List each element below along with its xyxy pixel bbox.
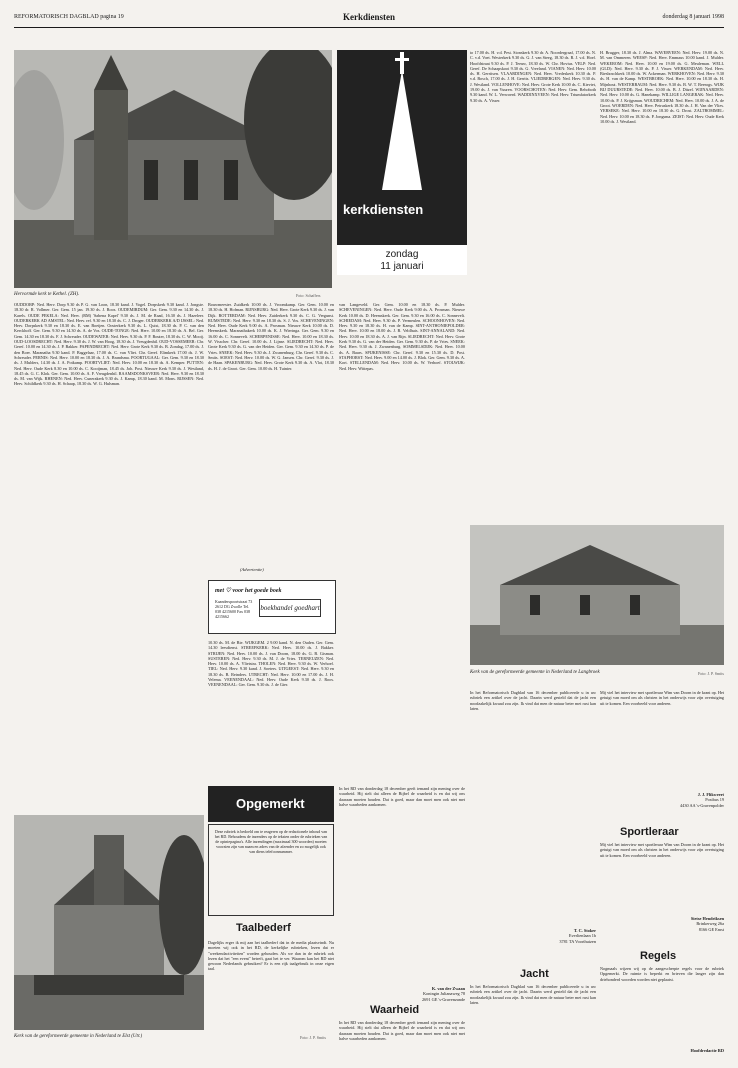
letter-continued: In het RD van donderdag 18 december geeft iemand zijn mening over de waarheid. Hij stelt dat alleen de Bijbel de waarheid is en dat wij ons daaraan moeten houden. Dat is goed, maar dan moet men ook niet met halve waarheden aankomen. bbox=[339, 786, 465, 807]
listing-column-2: Bouwmeester. Zuidkerk 10.00 ds. J. Vroomkamp. Ger. Gem. 10.00 en 18.30 ds. H. Hofman. RIJNSBURG: Ned. Herv. Grote Kerk 9.30 ds. J. van Dijk. ROTTERDAM: Ned. Herv. Zuiderkerk 9.30 ds. C. G. Vergunst. RUMSTEDE: Ned. Herv. 9.30 en 18.30 ds. S. J. Vos. SCHEVENINGEN: Ned. Herv. Oude Kerk 9.00 ds. A. Prosman. Nieuwe Kerk 10.00 ds. D. Heemskerk. Maranathakerk 10.00 ds. K. J. Wieringa. Ger. Gem. 9.30 en 16.00 ds. C. Sonnevelt. SCHERPENISSE: Ned. Herv. 10.00 en 18.30 ds. W. Visscher. Chr. Geref. 10.00 ds. J. Lijnse. SLIEDRECHT: Ned. Herv. Grote Kerk 9.30 ds. G. van der Heiden. Ger. Gem. 9.30 en 14.30 ds. P. de Vries. SNEEK: Ned. Herv. 9.30 ds. J. Zwanenburg. Chr. Geref. 9.30 ds. C. Smits. SOEST: Ned. Herv. 10.00 ds. W. G. Jansen. Chr. Geref. 9.30 ds. J. de Haan. SPAKENBURG: Ned. Herv. Grote Kerk 9.30 ds. A. Vlot, 18.30 ds. H. J. de Groot. Ger. Gem. 10.00 ds. H. Tuinier. bbox=[208, 302, 334, 371]
letter-waarheid: In het RD van donderdag 18 december geeft iemand zijn mening over de waarheid. Hij stelt dat alleen de Bijbel de waarheid is en dat wij ons daaraan moeten houden. Dat is goed, maar dan moet men ook niet met halve waarheden aankomen. bbox=[339, 1020, 465, 1041]
opgemerkt-title: Opgemerkt bbox=[236, 796, 305, 811]
banner-title: kerkdiensten bbox=[343, 202, 424, 217]
listing-column-4: 10.30 ds. M. de Bie. WIJKGEM. 2 9.00 kand. N. den Ouden. Ger. Gem. 14.30 leesdienst. STREEFKERK: Ned. Herv. 10.00 ds. J. Bakker. STRIJEN: Ned. Herv. 10.00 ds. J. van Doorn, 18.00 ds. G. B. Gisman. SUSTEREN: Ned. Herv. 9.30 ds. M. J. de Vries. TERNEUZEN: Ned. Herv. 10.00 ds. A. Vlietstra. THOLEN: Ned. Herv. 9.30 ds. W. Verhoef. TIEL: Ned. Herv. 9.30 kand. J. Soeters. UITGEEST: Ned. Herv. 9.30 en 18.30 ds. B. Reinders. UTRECHT: Ned. Herv. 10.00 en 17.00 ds. J. H. Velema. VEENENDAAL: Ned. Herv. Oude Kerk 9.30 ds. J. Roos. VEENENDAAL: Ger. Gem. 9.30 ds. J. de Gier. bbox=[208, 640, 334, 688]
signature-1-addr1: Koningin Julianaweg 78 bbox=[422, 991, 465, 997]
letter-jacht: In het Reformatorisch Dagblad van 16 december publiceerde u in uw rubriek een artikel over de jacht. Daarin werd gesteld dat de jacht een noodzakelijk kwaad zou zijn. Ik vind dat men de natuur beter met rust kan laten. bbox=[470, 984, 596, 1005]
signature-3-name: J. J. Flikweert bbox=[697, 792, 724, 797]
header-rule bbox=[14, 27, 724, 28]
advertisement bbox=[208, 580, 336, 634]
signature-4 bbox=[600, 916, 724, 932]
signature-1 bbox=[339, 986, 465, 1002]
church-photo-langbroek bbox=[470, 525, 724, 665]
photo-caption-3: Kerk van de gereformeerde gemeente in Nederland te Elst (Utr.) bbox=[14, 1034, 143, 1039]
ad-stamp: boekhandel goedhart bbox=[259, 599, 321, 617]
section-title: Kerkdiensten bbox=[342, 12, 395, 22]
photo-credit-3: Foto: J. P. Smits bbox=[300, 1035, 326, 1040]
photo-credit: Foto: Schaffers bbox=[296, 293, 321, 298]
ad-address: Kaanderspoortstraat 73 2612 DG Zwolle Tel. 038 4215600 Fax 038 4215662 bbox=[215, 599, 253, 619]
ad-slogan: met ♡ voor het goede boek bbox=[215, 588, 282, 594]
signature-2-name: T. C. Stoker bbox=[573, 928, 596, 933]
signature-1-addr2: 2691 GE 's-Gravenzande bbox=[421, 996, 465, 1002]
date-line-2: 11 januari bbox=[380, 261, 424, 272]
letter-taalbederf: Dagelijks erger ik mij aan het taalbederf dat in de media plaatsvindt. Nu moeten wij ook in het RD, de kerkelijke rubrieken, lezen dat er "weekendactiviteiten" worden gehouden. Als we dan in de rubriek ook lezen dat het "een event" betreft, gaat het te ver. Waarom kan het RD niet gewoon Nederlands gebruiken? Er is een rijk taalgebruik in onze eigen taal. bbox=[208, 940, 334, 972]
listing-column-1: OUDDORP: Ned. Herv. Dorp 9.30 ds P. G. van Loon, 18.30 kand. J. Vogel. Dorpskerk 9.30 kand. J. Jongste. 18.30 dr. R. Vollmer. Ger. Gem. 15 jan. 19.30 ds. J. Roos. OUDEMIRDUM: Ger. Gem. 9.30 en 14.30 ds. J. Karels. OUDE PEKELA: Ned. Herv. (RM) 'Sabena Kapel' 9.30 ds. J. M. de Raad, 16.30 ds. J. Hazeleer. OUDERKERK AD AMSTEL: Ned. Herv. ref. 9.30 en 18.30 ds. C. J. Droger. OUDERKERK A/D IJSSEL: Ned. Herv. Dorpskerk 9.30 en 18.30 ds. E. van Boeijen. Oosterkerk 9.30 ds. L. Quist, 18.30 ds. P. C. van den Kerckhoff. Ger. Gem. 9.30 en 14.30 ds. A. de Vos. OUDE-TONGE: Ned. Herv. 10.00 en 18.30 ds. A. Bel. Ger. Gem. 14.30 en 18.30 ds. F. J. Schreuder. OUDEWATER: Ned. Herv. 9.30 ds. P. F. Bouter, 18.30 ds. C. W. Mooij. OUD-LOOSDRECHT: Ned. Herv. 9.30 ds. J. W. van Hoog, 18.30 ds. J. Vreugdenhil. OUD-VOSSEMEER: Chr. Geref. 10.00 en 14.30 ds. J. P. Bakker. PAPENDRECHT: Ned. Herv. Grote Kerk 9.30 ds. B. Zondag, 17.00 ds. J. den Boer. Maranatha 9.30 kand. P. Baggelaar, 17.00 ds. C. van Vliet. Chr. Geref. Elimkerk 17.00 ds. J. W. Schreuder. PERNIS: Ned. Herv. 10.00 en 18.30 ds. J. A. Brandsma. POORTUGAAL: Ger. Gem. 9.30 en 18.30 ds. J. Mulders, 14.30 ds. J. A. Potkamp. POORTVLIET: Ned. Herv. 10.00 en 18.30 ds. A. Kemper. PUTTEN: Ned. Herv. Oude Kerk 8.30 en 10.00 ds. C. Kooijman, 18.45 ds. Joh. Post. Nieuwe Kerk 9.30 ds. J. Westland, 18.45 ds. G. C. Klok. Ger. Gem. 10.00 ds. A. F. Vreugdenhil. RAAMSDONKSVEER: Ned. Herv. 9.30 en 18.30 ds. M. van Wijk. RHENEN: Ned. Herv. Cunerakerk 9.30 ds. J. Kamp, 18.30 kand. M. Mons. RIJSSEN: Ned. Herv. Schildkerk 9.30 ds. H. Schaap, 18.30 ds. W. G. Hulsman. bbox=[14, 302, 204, 387]
photo-caption-2: Kerk van de gereformeerde gemeente in Nederland te Langbroek bbox=[470, 670, 600, 675]
signature-5 bbox=[600, 1048, 724, 1053]
signature-2-addr2: 3781 TA Voorthuizen bbox=[559, 938, 596, 944]
signature-3-addr1: Postbus 19 bbox=[705, 797, 724, 803]
letter-regels: Nogmaals wijzen wij op de aangescherpte regels voor de rubriek Opgemerkt. De ruimte is beperkt en brieven die langer zijn dan driehonderd woorden worden niet geplaatst. bbox=[600, 966, 724, 982]
date-box bbox=[337, 245, 467, 275]
signature-3 bbox=[600, 792, 724, 808]
photo-caption: Hervormde kerk te Kethel. (ZH). bbox=[14, 292, 80, 297]
listing-column-5: to 17.00 ds. H. v.d. Pest. Sionskerk 9.30 dr. A. Noordergraaf, 17.00 ds. N. C. v.d. Voet. Westerkerk 9.30 ds. G. J. van Steeg, 18.30 ds. R. J. v.d. Hoef. Hoofdstraat 9.30 ds. P. J. Teeuw, 18.30 ds. W. Chr. Hovius. VELP: Ned. Geref. De Schaapskooi 9.30 ds. G. Vreeland. VIANEN: Ned. Herv. 10.00 ds. H. Gerritsen. VLAARDINGEN: Ned. Herv. Vredeskerk 10.30 ds. P. v.d. Bosch, 17.00 ds. J. H. Gerrits. VLIEDBERGEN: Ned. Herv. 9.30 ds. J. Westland. VOLLENHOVE: Ned. Herv. Grote Kerk 10.00 ds. C. Kieviet, 19.00 ds. J. van Vuuren. VOORSCHOTEN: Ned. Herv. Gem. Rehoboth 9.30 kand. W. L. Verwoerd. WADDINXVEEN: Ned. Herv. Triumfatorkerk 9.30 ds. A. Visser. bbox=[470, 50, 596, 103]
opgemerkt-banner bbox=[208, 786, 334, 822]
signature-4-addr2: 8166 GE Emst bbox=[698, 926, 724, 932]
ad-label: (Advertentie) bbox=[240, 567, 264, 572]
listing-column-3: van Langeveld. Ger. Gem. 10.00 en 18.30 ds. P. Mulder. SCHEVENINGEN: Ned. Herv. Oude Kerk 9.00 ds. A. Prosman. Nieuwe Kerk 10.00 ds. D. Heemskerk. Ger. Gem. 9.30 en 16.00 ds. C. Sonnevelt. SCHIEDAM: Ned. Herv. 9.30 ds. P. Vermeulen. SCHOONHOVEN: Ned. Herv. 9.30 en 18.30 ds. H. van de Kamp. SINT-ANTHONIEPOLDER: Ned. Herv. 10.00 en 18.00 ds. J. B. Veldhuis. SINT-ANNALAND: Ned. Herv. 10.00 en 18.30 ds. A. J. van Rijn. SLIEDRECHT: Ned. Herv. Grote Kerk 9.30 ds. G. van der Heiden. Ger. Gem. 9.30 ds. P. de Vries. SNEEK: Ned. Herv. 9.30 ds. J. Zwanenburg. SOMMELSDIJK: Ned. Herv. 10.00 ds. A. Baars. SPIJKENISSE: Chr. Geref. 9.30 en 15.30 ds. D. Post. STAPHORST: Ned. Herv. 9.00 en 14.00 ds. J. Blok. Ger. Gem. 9.30 ds. A. Kort. STELLENDAM: Ned. Herv. 10.00 ds. W. Verhoef. STOLWIJK: Ned. Herv. Wittepas. bbox=[339, 302, 465, 371]
photo-credit-2: Foto: J. P. Smits bbox=[698, 671, 724, 676]
signature-3-addr2: 4430 AA 's-Gravenpolder bbox=[680, 802, 724, 808]
date-line-1: zondag bbox=[385, 249, 419, 260]
heading-taalbederf: Taalbederf bbox=[236, 922, 291, 934]
opgemerkt-info-box: Deze rubriek is bedoeld om te reageren op de redactionele inhoud van het RD. Behoudens de inzenders op de teksten onder de rubrieken van de opiniepagina's. Alle inzendingen (maximaal 300 woorden) moeten voorzien zijn van naam en adres van de afzender en zo mogelijk ook van diens telefoonnummer. bbox=[208, 824, 334, 916]
signature-4-name: Sietse Hendriksen bbox=[690, 916, 724, 921]
signature-2 bbox=[470, 928, 596, 944]
heading-jacht: Jacht bbox=[520, 968, 549, 980]
section-banner bbox=[337, 50, 467, 245]
heading-waarheid: Waarheid bbox=[370, 1004, 420, 1016]
letter-sportleraar: Mij viel het interview met sportleraar Wim van Doorn in de krant op. Het getuigt van moed om als christen in het onderwijs voor zijn overtuiging uit te komen. Een voorbeeld voor anderen. bbox=[600, 842, 724, 858]
issue-date: donderdag 8 januari 1998 bbox=[662, 14, 724, 20]
signature-1-name: K. van der Zwaan bbox=[431, 986, 465, 991]
letter-right-column: Mij viel het interview met sportleraar Wim van Doorn in de krant op. Het getuigt van moed om als christen in het onderwijs voor zijn overtuiging uit te komen. Een voorbeeld voor anderen. bbox=[600, 690, 724, 706]
heading-sportleraar: Sportleraar bbox=[620, 826, 679, 838]
signature-4-addr1: Brinkerweg 26a bbox=[696, 921, 724, 927]
page-header bbox=[14, 14, 724, 26]
letter-column-middle: In het Reformatorisch Dagblad van 16 december publiceerde u in uw rubriek een artikel over de jacht. Daarin werd gesteld dat de jacht een noodzakelijk kwaad zou zijn. Ik vind dat men de natuur beter met rust kan laten. bbox=[470, 690, 596, 711]
newspaper-name: REFORMATORISCH DAGBLAD pagina 19 bbox=[14, 14, 124, 20]
heading-regels: Regels bbox=[640, 950, 677, 962]
listing-column-6: H. Brugger, 18.30 ds. J. Alma. WAVERVEEN: Ned. Herv. 19.00 ds. N. M. van Ommeren. WEESP: Ned. Herv. Emmaus 10.00 kand. J. Mulder. WEKEROM: Ned. Herv. 10.00 en 19.00 ds. G. Meuleman. WELL (GLD): Ned. Herv. 9.30 ds. P. J. Visser. WERKENDAM: Ned. Herv. Biesboschkerk 10.00 ds. W. Ackerman. WERKHOVEN: Ned. Herv. 9.30 ds. H. van de Kamp. WESTBROEK: Ned. Herv. 10.00 en 18.30 ds. H. Mijnhout. WESTERBAUM: Ned. Herv. 9.30 ds. B. W. T. Beerogs. WIJK BIJ DUURSTEDE: Ned. Herv. 10.00 ds. B. J. Ditzel. WIJNAARDEN: Ned. Herv. 10.00 ds. G. Hanekamp. WILLIGE LANGERAK: Ned. Herv. 10.00 ds. P. J. Krijgsman. WOUDRICHEM: Ned. Herv. 10.00 ds. J. A. de Groot. WOERDEN: Ned. Herv. Petruskerk 18.30 ds. J. H. Van der Vlies. YERSEKE: Ned. Herv. 10.00 en 18.30 ds. G. Drost. ZALTBOMMEL: Ned. Herv. 10.00 en 18.30 ds. P. Jongsma. ZEIST: Ned. Herv. Oude Kerk 10.00 ds. J. Westland. bbox=[600, 50, 724, 124]
church-photo-kethel bbox=[14, 50, 332, 288]
church-photo-elst bbox=[14, 815, 204, 1030]
signature-2-addr1: Everlienlaan 1b bbox=[568, 933, 596, 939]
signature-5-name: Hoofdredactie RD bbox=[690, 1048, 724, 1053]
